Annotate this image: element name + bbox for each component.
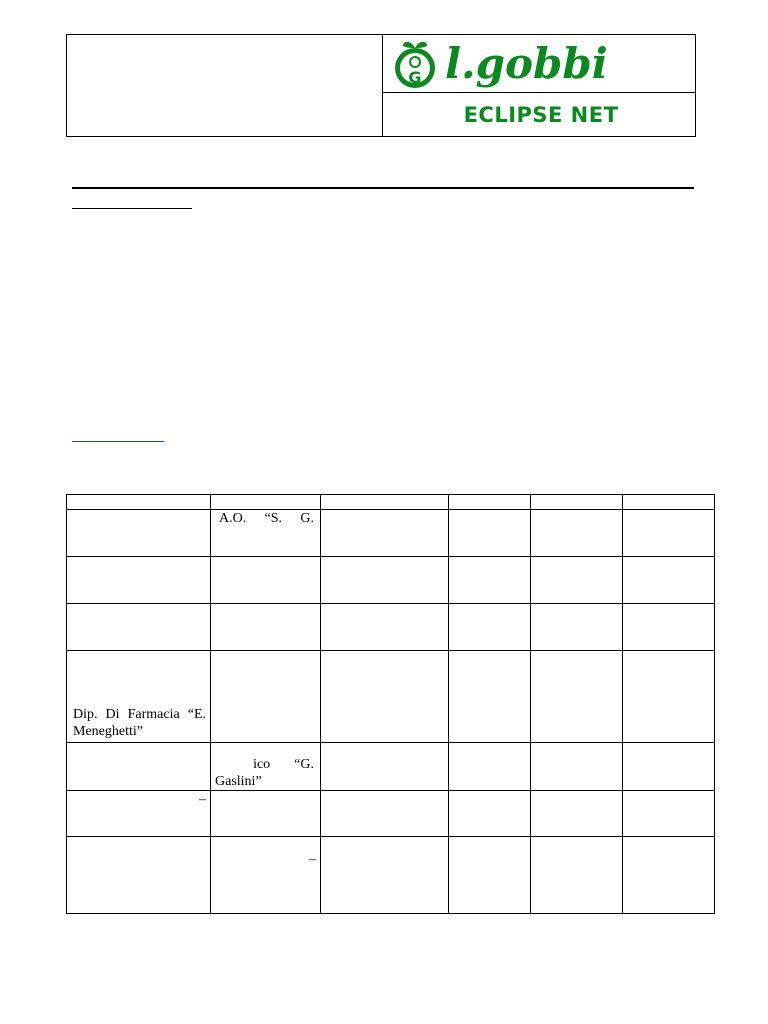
table-cell [211,510,321,557]
table-row [67,510,715,557]
table-cell [321,495,449,510]
table-cell [211,791,321,837]
table-row [67,604,715,651]
table-cell [623,557,715,604]
table-cell [449,651,531,743]
cell-text: Meneghetti” [73,724,143,739]
table-row [67,791,715,837]
table-cell [211,743,321,791]
product-name: ECLIPSE NET [463,102,619,127]
cell-text: A.O. [219,511,247,526]
hyperlink-underline[interactable] [72,441,164,442]
table-cell [531,651,623,743]
header-product-cell [383,93,695,136]
table-row [67,557,715,604]
table-cell [531,495,623,510]
table-cell [623,791,715,837]
table-cell [449,837,531,914]
header-logo-cell [383,35,695,93]
table-cell [623,651,715,743]
table-cell [211,495,321,510]
cell-text: – [309,852,316,867]
cell-text: – [199,792,206,807]
table-cell [531,557,623,604]
table-cell [321,557,449,604]
header-left-cell [67,35,383,136]
table-cell [211,651,321,743]
table-row [67,743,715,791]
table-cell [67,651,211,743]
horizontal-rule [72,187,694,189]
table-cell [449,743,531,791]
table-cell [623,495,715,510]
underline-rule [72,208,192,209]
table-header-row [67,495,715,510]
document-header [66,34,696,137]
table-cell [321,791,449,837]
table-cell [531,791,623,837]
table-cell [211,837,321,914]
table-cell [531,604,623,651]
table-cell [449,791,531,837]
table-row [67,837,715,914]
svg-text:G: G [408,68,422,87]
table-cell [67,837,211,914]
company-logo [389,38,608,90]
table-cell [67,510,211,557]
cell-text: Dip. Di Farmacia “E. [73,707,206,722]
table-cell [321,837,449,914]
table-cell [623,743,715,791]
table-cell [321,510,449,557]
logo-emblem-icon [389,38,441,90]
cell-text: ico [253,757,271,772]
table-cell [449,510,531,557]
table-cell [67,495,211,510]
data-table [66,494,715,914]
table-cell [449,495,531,510]
table-cell [449,557,531,604]
table-cell [321,743,449,791]
table-cell [531,837,623,914]
cell-text: Gaslini” [215,774,262,789]
logo-text: l.gobbi [445,39,608,88]
table-cell [67,791,211,837]
cell-text: G. [300,511,314,526]
table-row [67,651,715,743]
cell-text: “G. [294,757,314,772]
table-cell [623,604,715,651]
table-cell [449,604,531,651]
table-cell [67,604,211,651]
table-cell [623,510,715,557]
table-cell [67,557,211,604]
table-cell [531,743,623,791]
table-cell [67,743,211,791]
table-cell [321,651,449,743]
cell-text: “S. [264,511,283,526]
table-cell [531,510,623,557]
table-cell [211,557,321,604]
table-cell [211,604,321,651]
table-cell [623,837,715,914]
table-cell [321,604,449,651]
